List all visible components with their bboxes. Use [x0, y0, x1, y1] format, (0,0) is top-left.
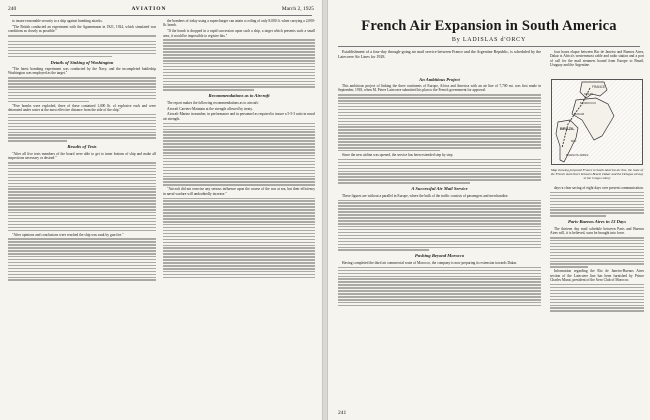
text-block: [338, 94, 541, 151]
paragraph: the bombers of today using a supercharger can attain a ceiling of only 8,000 ft. when carrying a 2,000-lb. bomb.: [163, 19, 315, 28]
paragraph: Aircraft-Marine in number, in performance and in personnel as required to insure a 5-5-3 ratio in naval air strength.: [163, 112, 315, 121]
paragraph: The report makes the following recommendations as to aircraft:: [167, 100, 259, 105]
left-column-1: [8, 19, 156, 415]
text-block: [163, 39, 315, 90]
paragraph: "The British conducted an experiment with the Agamemnon in 1921, 1924, which simulated war conditions as closely as possible.": [8, 24, 156, 34]
section-heading: Results of Tests: [67, 144, 97, 150]
text-block: [338, 159, 541, 184]
paragraph: Aircraft Carriers-Maintain at the strength allowed by treaty.: [167, 106, 253, 111]
map-label-france: FRANCE: [592, 85, 606, 89]
section-heading: A Successful Air Mail Service: [411, 186, 468, 192]
map-label-morocco: MOROCCO: [580, 101, 596, 105]
text-block: [550, 192, 644, 217]
text-block: [8, 35, 156, 39]
article-intro: [338, 50, 541, 74]
section-heading: Pushing Beyond Morocco: [414, 253, 465, 259]
map-caption: Map showing proposed France to South America air line, the route of the French mail liners between Brazil, Dakar and the Delegau airway to the Congo colony: [550, 168, 644, 180]
text-block: [338, 267, 541, 307]
title-rule: [338, 46, 640, 47]
section-heading: Details of Sinking of Washington: [50, 59, 114, 65]
paragraph: This ambitious project of linking the three continents of Europe, Africa and America with an air line of 7,700 mi. was first made in September, 1918, when M. Pierre Latecoere submitted his plan to the French government for approval.: [338, 83, 541, 93]
paragraph: to insure reasonable security to a ship against bombing attacks.: [12, 19, 103, 23]
right-column-2-top: [550, 50, 644, 76]
paragraph: four hours elapse between Rio de Janeiro and Buenos Aires, Dakar is Africa's westernmost cable and radio station and a port of call for the mail steamers bound from Europe to Brazil, Uruguay and the Argentine.: [550, 50, 644, 68]
left-page: [0, 0, 323, 420]
paragraph: "The latest bombing experiment was conducted by the Navy, and the incompleted battleship Washington was employed as the target.": [8, 66, 156, 76]
left-page-header: [8, 4, 314, 14]
text-block: [8, 41, 156, 57]
text-block: [8, 77, 156, 102]
header-rule: [10, 15, 312, 16]
right-column-2: [550, 186, 644, 414]
text-block: [163, 198, 315, 279]
article-byline: By LADISLAS d'ORCY: [451, 37, 527, 43]
paragraph: Having completed the third air commercial route of Morocco, the company is now preparing its extension towards Dakar.: [342, 260, 517, 265]
paragraph: Information regarding the Rio de Janeiro-Buenos Aires section of the Latecoere line has been furnished by Prince Charles Murat, president of the Aero Club of Morocco.: [550, 269, 644, 283]
intro-paragraph: Establishment of a four-day through-going air mail service between France and the Argentine Republic, is scheduled by the Latecoere Air Lines for 1928.: [338, 50, 541, 59]
article-title: French Air Expansion in South America: [361, 18, 617, 34]
left-column-2: [163, 19, 315, 415]
section-heading: An Ambitious Project: [419, 76, 460, 82]
paragraph: The thirteen day mail schedule between Paris and Buenos Aires will, it is believed, soon be brought into force.: [550, 226, 644, 236]
paragraph: "After opinions and conclusions were reached the ship was sunk by gun fire.": [12, 232, 124, 237]
left-page-number: 240: [8, 6, 17, 12]
paragraph: "Aircraft did not exercise any serious influence upon the course of the war at sea, but their efficiency in naval warfare will undoubtedly increase.": [163, 187, 315, 196]
paragraph: These figures are without a parallel in Europe, where the bulk of the traffic consists of passengers and merchandise.: [342, 193, 509, 198]
right-page: [327, 0, 650, 420]
right-column-1: [338, 74, 541, 414]
route-map-svg: [552, 80, 642, 164]
text-block: [338, 200, 541, 251]
right-page-number: 241: [338, 410, 347, 416]
text-block: [550, 284, 644, 312]
route-map: [551, 79, 643, 165]
text-block: [8, 114, 156, 142]
paragraph: "After all five tests members of the board were able to get to inner bottom of ship and make all inspections necessary or desired.": [8, 151, 156, 161]
paragraph: "If the bomb is dropped in a rapid succession upon such a ship, a target which presents such a small area, it would be impossible to register hits.": [163, 29, 315, 38]
text-block: [8, 162, 156, 231]
map-label-buenos-aires: BUENOS AIRES: [566, 153, 589, 157]
text-block: [163, 123, 315, 186]
map-label-brazil: BRAZIL: [560, 126, 575, 131]
section-heading: Paris-Buenos Aires in 13 Days: [567, 219, 627, 225]
text-block: [550, 237, 644, 268]
paragraph: Since the new airline was opened, the service has been extended step by step.: [342, 152, 454, 157]
paragraph: days-a clear saving of eight days over present communication.: [554, 186, 644, 190]
issue-date: March 2, 1925: [281, 6, 314, 12]
map-label-rio: RIO: [571, 139, 577, 143]
paragraph: "Five bombs were exploded, three of these contained 1,000 lb. of explosive each and were detonated under water at the most effective distance from the side of the ship.": [8, 103, 156, 113]
text-block: [8, 238, 156, 281]
section-heading: Recommendations as to Aircraft: [208, 93, 270, 99]
map-label-dakar: DAKAR: [574, 112, 585, 116]
map-label-spain: SPAIN: [584, 92, 593, 96]
running-head: AVIATION: [131, 6, 167, 12]
